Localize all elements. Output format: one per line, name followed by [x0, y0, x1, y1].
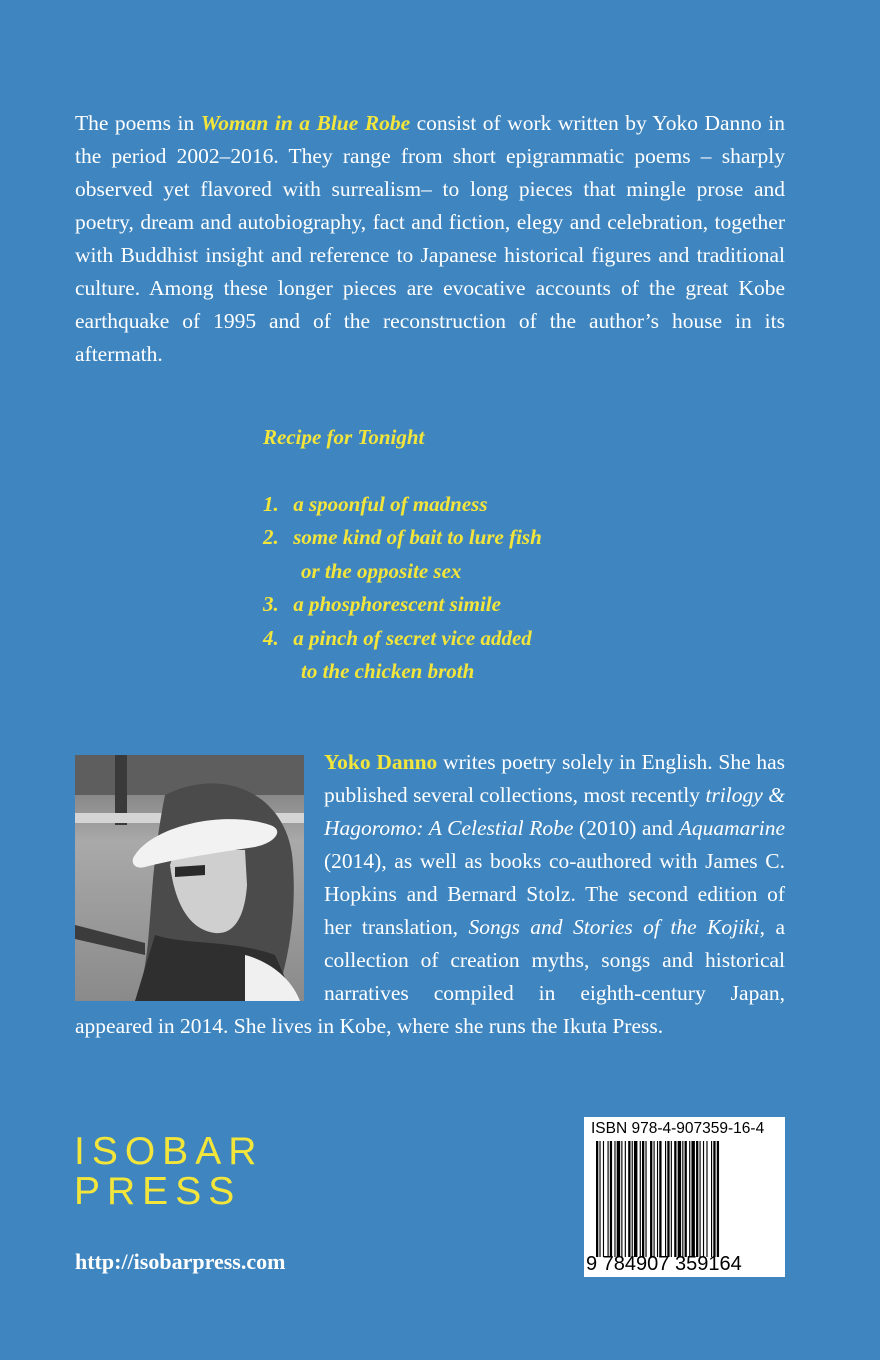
- barcode-bar: [713, 1141, 715, 1257]
- barcode-bar: [682, 1141, 683, 1257]
- poem-line: [263, 622, 542, 656]
- barcode-digits: 9 784907 359164: [586, 1253, 742, 1275]
- poem-line-continuation: or the opposite sex: [301, 558, 462, 583]
- barcode-bar: [621, 1141, 622, 1257]
- barcode-bar: [700, 1141, 701, 1257]
- barcode-bar: [596, 1141, 598, 1257]
- barcode-bar: [617, 1141, 620, 1257]
- barcode-bar: [678, 1141, 681, 1257]
- barcode-bar: [665, 1141, 666, 1257]
- barcode-bar: [717, 1141, 719, 1257]
- publisher-logo-line1: ISOBAR: [74, 1130, 264, 1173]
- barcode-bar: [650, 1141, 652, 1257]
- blurb-intro: The poems in: [75, 111, 201, 135]
- barcode-bar: [689, 1141, 690, 1257]
- barcode-bar: [632, 1141, 633, 1257]
- poem-line: [263, 488, 542, 522]
- publisher-logo-line2: PRESS: [74, 1170, 242, 1213]
- blurb-paragraph: [75, 107, 785, 371]
- poem-line-text: a spoonful of madness: [293, 491, 488, 516]
- poem-line: [263, 521, 542, 555]
- poem-line-number: 4.: [263, 625, 279, 650]
- barcode-bar: [625, 1141, 626, 1257]
- barcode-bar: [634, 1141, 637, 1257]
- barcode-bar: [603, 1141, 604, 1257]
- barcode-bar: [711, 1141, 712, 1257]
- poem-line: [263, 588, 542, 622]
- isbn-label: ISBN 978-4-907359-16-4: [591, 1120, 765, 1137]
- barcode-bar: [659, 1141, 661, 1257]
- bio-book-title: trilogy & Hagoromo: A Celestial Robe: [324, 783, 786, 840]
- author-bio: [75, 746, 785, 1043]
- bio-text: (2010) and: [573, 816, 679, 840]
- bio-book-title: Aquamarine: [678, 816, 785, 840]
- barcode-bar: [654, 1141, 655, 1257]
- poem: [263, 421, 542, 689]
- author-photo-image: [75, 755, 304, 1001]
- barcode-bar: [645, 1141, 646, 1257]
- publisher-logo: [74, 1132, 263, 1212]
- barcode-bar: [667, 1141, 669, 1257]
- poem-title: Recipe for Tonight: [263, 425, 425, 449]
- poem-line-continuation: to the chicken broth: [301, 659, 475, 683]
- author-name: Yoko Danno: [324, 750, 438, 774]
- barcode-bar: [610, 1141, 612, 1257]
- poem-line-number: 3.: [263, 592, 279, 616]
- bio-text: writes poetry solely in English. She has published several collections, most recently: [324, 750, 786, 807]
- poem-line-number: 2.: [263, 525, 279, 549]
- poem-line-number: 1.: [263, 491, 279, 516]
- barcode-bar: [599, 1141, 600, 1257]
- barcode-bar: [657, 1141, 658, 1257]
- book-title: Woman in a Blue Robe: [200, 111, 411, 135]
- barcode-bar: [642, 1141, 644, 1257]
- bio-book-title: Songs and Stories of the Kojiki: [468, 915, 760, 939]
- bio-text: , a collection of creation myths, songs and historical narratives compiled in eighth-century Japan, appeared in 2014. She lives in Kobe, where she runs the Ikuta Press.: [75, 915, 785, 1038]
- barcode-bar: [706, 1141, 707, 1257]
- barcode-bar: [691, 1141, 694, 1257]
- barcode-bar: [614, 1141, 615, 1257]
- barcode-bar: [685, 1141, 687, 1257]
- bio-text: (2014), as well as books co-authored with James C. Hopkins and Bernard Stolz. The second edition of her translation,: [324, 849, 785, 939]
- barcode-bar: [628, 1141, 630, 1257]
- poem-line-text: some kind of bait to lure fish: [293, 525, 542, 549]
- barcode-bar: [640, 1141, 641, 1257]
- barcode-bar: [696, 1141, 698, 1257]
- barcode-box: [584, 1117, 785, 1277]
- barcode-icon: [596, 1141, 773, 1257]
- poem-line-text: a pinch of secret vice added: [293, 625, 532, 650]
- blurb-text: consist of work written by Yoko Danno in the period 2002–2016. They range from short epigrammatic poems – sharply observed yet flavored with surrealism– to long pieces that mingle prose and poetry, dream and autobiography, fact and fiction, elegy and celebration, together with Buddhist insight and reference to Japanese historical figures and traditional culture. Among these longer pieces are evocative accounts of the great Kobe earthquake of 1995 and of the reconstruction of the author’s house in its aftermath.: [75, 111, 785, 366]
- barcode-bar: [703, 1141, 704, 1257]
- barcode-bar: [671, 1141, 672, 1257]
- barcode-bar: [608, 1141, 609, 1257]
- publisher-url[interactable]: http://isobarpress.com: [75, 1249, 286, 1274]
- poem-line-text: a phosphorescent simile: [293, 592, 501, 616]
- barcode-bar: [674, 1141, 676, 1257]
- author-photo: [75, 755, 304, 1001]
